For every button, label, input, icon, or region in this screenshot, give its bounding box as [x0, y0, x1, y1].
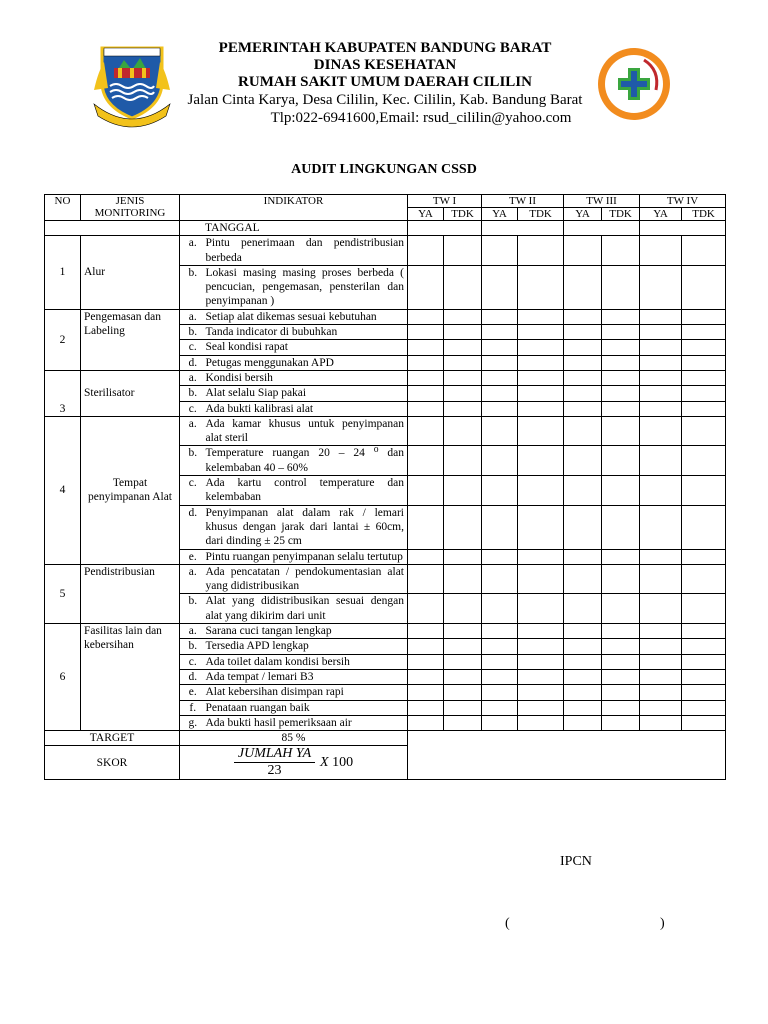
tdk-checkbox-cell[interactable]	[518, 685, 564, 700]
tdk-checkbox-cell[interactable]	[518, 654, 564, 669]
header-ya: YA	[564, 208, 602, 221]
indicator-text: Penyimpanan alat dalam rak / lemari khusus dengan jarak dari lantai ± 60cm, dari dinding ± 25 cm	[203, 505, 408, 549]
indicator-letter: a.	[180, 236, 203, 266]
indicator-text: Ada tempat / lemari B3	[203, 669, 408, 684]
ya-checkbox-cell[interactable]	[640, 370, 682, 385]
indicator-text: Seal kondisi rapat	[203, 340, 408, 355]
tdk-checkbox-cell[interactable]	[444, 654, 482, 669]
indicator-letter: c.	[180, 401, 203, 416]
tdk-checkbox-cell[interactable]	[602, 340, 640, 355]
tdk-checkbox-cell[interactable]	[518, 355, 564, 370]
tdk-checkbox-cell[interactable]	[444, 505, 482, 549]
table-row	[45, 370, 726, 385]
header-ya: YA	[408, 208, 444, 221]
ya-checkbox-cell[interactable]	[640, 325, 682, 340]
ya-checkbox-cell[interactable]	[408, 564, 444, 594]
tdk-checkbox-cell[interactable]	[682, 309, 726, 324]
indicator-letter: c.	[180, 476, 203, 506]
tdk-checkbox-cell[interactable]	[518, 325, 564, 340]
ya-checkbox-cell[interactable]	[408, 685, 444, 700]
tdk-checkbox-cell[interactable]	[602, 401, 640, 416]
skor-denominator: 23	[267, 763, 282, 779]
tdk-checkbox-cell[interactable]	[444, 446, 482, 476]
group-name: Pendistribusian	[81, 564, 180, 623]
ya-checkbox-cell[interactable]	[564, 370, 602, 385]
ya-checkbox-cell[interactable]	[564, 654, 602, 669]
tdk-checkbox-cell[interactable]	[682, 340, 726, 355]
ya-checkbox-cell[interactable]	[482, 624, 518, 639]
ya-checkbox-cell[interactable]	[640, 236, 682, 266]
group-number: 4	[45, 416, 81, 564]
ya-checkbox-cell[interactable]	[640, 386, 682, 401]
indicator-letter: a.	[180, 416, 203, 446]
indicator-letter: a.	[180, 564, 203, 594]
ya-checkbox-cell[interactable]	[408, 669, 444, 684]
ya-checkbox-cell[interactable]	[640, 401, 682, 416]
indicator-text: Kondisi bersih	[203, 370, 408, 385]
group-number: 5	[45, 564, 81, 623]
ya-checkbox-cell[interactable]	[408, 639, 444, 654]
ya-checkbox-cell[interactable]	[640, 639, 682, 654]
tdk-checkbox-cell[interactable]	[602, 446, 640, 476]
group-number: 3	[45, 370, 81, 416]
group-number: 6	[45, 624, 81, 731]
tdk-checkbox-cell[interactable]	[682, 669, 726, 684]
indicator-text: Alat selalu Siap pakai	[203, 386, 408, 401]
ya-checkbox-cell[interactable]	[640, 340, 682, 355]
tdk-checkbox-cell[interactable]	[518, 669, 564, 684]
kabupaten-bandung-barat-logo-icon	[92, 42, 172, 128]
indicator-text: Pintu ruangan penyimpanan selalu tertutup	[203, 549, 408, 564]
indicator-letter: c.	[180, 654, 203, 669]
indicator-text: Sarana cuci tangan lengkap	[203, 624, 408, 639]
indicator-text: Ada bukti hasil pemeriksaan air	[203, 715, 408, 730]
tdk-checkbox-cell[interactable]	[602, 654, 640, 669]
ya-checkbox-cell[interactable]	[482, 700, 518, 715]
score-cells	[408, 731, 726, 780]
skor-fraction	[234, 746, 315, 779]
signature-role: IPCN	[560, 854, 592, 869]
ya-checkbox-cell[interactable]	[482, 325, 518, 340]
ya-checkbox-cell[interactable]	[408, 624, 444, 639]
ya-checkbox-cell[interactable]	[564, 624, 602, 639]
header-tdk: TDK	[682, 208, 726, 221]
tdk-checkbox-cell[interactable]	[444, 476, 482, 506]
tdk-checkbox-cell[interactable]	[682, 594, 726, 624]
group-name: Alur	[81, 236, 180, 309]
header-government: PEMERINTAH KABUPATEN BANDUNG BARAT	[218, 40, 552, 56]
tdk-checkbox-cell[interactable]	[518, 416, 564, 446]
ya-checkbox-cell[interactable]	[564, 416, 602, 446]
tdk-checkbox-cell[interactable]	[602, 549, 640, 564]
tdk-checkbox-cell[interactable]	[518, 401, 564, 416]
skor-multiplier	[320, 756, 353, 770]
ya-checkbox-cell[interactable]	[640, 700, 682, 715]
tdk-checkbox-cell[interactable]	[682, 564, 726, 594]
ya-checkbox-cell[interactable]	[482, 386, 518, 401]
audit-table	[44, 194, 726, 780]
tdk-checkbox-cell[interactable]	[602, 355, 640, 370]
ya-checkbox-cell[interactable]	[564, 386, 602, 401]
tdk-checkbox-cell[interactable]	[682, 476, 726, 506]
ya-checkbox-cell[interactable]	[564, 236, 602, 266]
ya-checkbox-cell[interactable]	[640, 505, 682, 549]
ya-checkbox-cell[interactable]	[408, 549, 444, 564]
header-tw4: TW IV	[640, 195, 726, 208]
ya-checkbox-cell[interactable]	[408, 594, 444, 624]
tdk-checkbox-cell[interactable]	[602, 624, 640, 639]
ya-checkbox-cell[interactable]	[564, 715, 602, 730]
group-name: Pengemasan dan Labeling	[81, 309, 180, 370]
header-ya: YA	[640, 208, 682, 221]
ya-checkbox-cell[interactable]	[482, 476, 518, 506]
ya-checkbox-cell[interactable]	[408, 265, 444, 309]
indicator-text: Tersedia APD lengkap	[203, 639, 408, 654]
ya-checkbox-cell[interactable]	[408, 505, 444, 549]
ya-checkbox-cell[interactable]	[482, 654, 518, 669]
ya-checkbox-cell[interactable]	[482, 549, 518, 564]
ya-checkbox-cell[interactable]	[640, 309, 682, 324]
header-contact: Tlp:022-6941600,Email: rsud_cililin@yahoo.com	[270, 110, 572, 126]
ya-checkbox-cell[interactable]	[640, 654, 682, 669]
indicator-letter: e.	[180, 685, 203, 700]
header-tw1: TW I	[408, 195, 482, 208]
indicator-letter: b.	[180, 386, 203, 401]
tdk-checkbox-cell[interactable]	[518, 594, 564, 624]
tdk-checkbox-cell[interactable]	[602, 370, 640, 385]
header-ya: YA	[482, 208, 518, 221]
tdk-checkbox-cell[interactable]	[682, 505, 726, 549]
document-title: AUDIT LINGKUNGAN CSSD	[291, 162, 477, 177]
ya-checkbox-cell[interactable]	[482, 594, 518, 624]
tdk-checkbox-cell[interactable]	[444, 370, 482, 385]
ya-checkbox-cell[interactable]	[408, 654, 444, 669]
tdk-checkbox-cell[interactable]	[602, 476, 640, 506]
tdk-checkbox-cell[interactable]	[444, 594, 482, 624]
tdk-checkbox-cell[interactable]	[444, 669, 482, 684]
tdk-checkbox-cell[interactable]	[682, 639, 726, 654]
tdk-checkbox-cell[interactable]	[518, 549, 564, 564]
ya-checkbox-cell[interactable]	[482, 715, 518, 730]
ya-checkbox-cell[interactable]	[564, 476, 602, 506]
ya-checkbox-cell[interactable]	[482, 505, 518, 549]
tdk-checkbox-cell[interactable]	[602, 265, 640, 309]
tanggal-tw4	[640, 221, 726, 236]
ya-checkbox-cell[interactable]	[482, 416, 518, 446]
group-name: Tempat penyimpanan Alat	[81, 416, 180, 564]
target-label: TARGET	[45, 731, 180, 746]
tdk-checkbox-cell[interactable]	[682, 446, 726, 476]
ya-checkbox-cell[interactable]	[640, 685, 682, 700]
ya-checkbox-cell[interactable]	[408, 715, 444, 730]
ya-checkbox-cell[interactable]	[408, 309, 444, 324]
indicator-letter: g.	[180, 715, 203, 730]
header-tdk: TDK	[518, 208, 564, 221]
tdk-checkbox-cell[interactable]	[444, 564, 482, 594]
ya-checkbox-cell[interactable]	[640, 715, 682, 730]
header-address: Jalan Cinta Karya, Desa Cililin, Kec. Cililin, Kab. Bandung Barat	[187, 92, 583, 108]
tanggal-tw2	[482, 221, 564, 236]
signature-open-paren: (	[505, 916, 510, 931]
signature-close-paren: )	[660, 916, 665, 931]
ya-checkbox-cell[interactable]	[564, 700, 602, 715]
skor-factor: 100	[332, 754, 354, 770]
tdk-checkbox-cell[interactable]	[444, 386, 482, 401]
indicator-text: Tanda indicator di bubuhkan	[203, 325, 408, 340]
ya-checkbox-cell[interactable]	[640, 549, 682, 564]
indicator-letter: d.	[180, 669, 203, 684]
tdk-checkbox-cell[interactable]	[602, 416, 640, 446]
ya-checkbox-cell[interactable]	[482, 564, 518, 594]
indicator-letter: d.	[180, 355, 203, 370]
tanggal-label: TANGGAL	[180, 221, 408, 236]
indicator-letter: b.	[180, 325, 203, 340]
ya-checkbox-cell[interactable]	[408, 446, 444, 476]
tdk-checkbox-cell[interactable]	[444, 624, 482, 639]
ya-checkbox-cell[interactable]	[408, 236, 444, 266]
ya-checkbox-cell[interactable]	[564, 505, 602, 549]
header-tw2: TW II	[482, 195, 564, 208]
skor-formula	[180, 746, 408, 780]
tdk-checkbox-cell[interactable]	[518, 564, 564, 594]
header-agency: DINAS KESEHATAN	[313, 57, 457, 73]
ya-checkbox-cell[interactable]	[564, 594, 602, 624]
header-hospital: RUMAH SAKIT UMUM DAERAH CILILIN	[238, 74, 532, 90]
indicator-text: Ada bukti kalibrasi alat	[203, 401, 408, 416]
indicator-text: Ada pencatatan / pendokumentasian alat yang didistribusikan	[203, 564, 408, 594]
target-value: 85 %	[180, 731, 408, 746]
tdk-checkbox-cell[interactable]	[602, 386, 640, 401]
ya-checkbox-cell[interactable]	[640, 355, 682, 370]
tdk-checkbox-cell[interactable]	[444, 265, 482, 309]
ya-checkbox-cell[interactable]	[482, 446, 518, 476]
tdk-checkbox-cell[interactable]	[602, 564, 640, 594]
tdk-checkbox-cell[interactable]	[602, 236, 640, 266]
tdk-checkbox-cell[interactable]	[518, 639, 564, 654]
ya-checkbox-cell[interactable]	[482, 685, 518, 700]
ya-checkbox-cell[interactable]	[408, 370, 444, 385]
tdk-checkbox-cell[interactable]	[444, 355, 482, 370]
indicator-text: Ada kartu control temperature dan kelembaban	[203, 476, 408, 506]
ya-checkbox-cell[interactable]	[482, 639, 518, 654]
tdk-checkbox-cell[interactable]	[444, 639, 482, 654]
ya-checkbox-cell[interactable]	[564, 401, 602, 416]
indicator-rows	[45, 236, 726, 731]
ya-checkbox-cell[interactable]	[408, 401, 444, 416]
tdk-checkbox-cell[interactable]	[682, 549, 726, 564]
indicator-text: Ada toilet dalam kondisi bersih	[203, 654, 408, 669]
indicator-text: Setiap alat dikemas sesuai kebutuhan	[203, 309, 408, 324]
tdk-checkbox-cell[interactable]	[444, 715, 482, 730]
tdk-checkbox-cell[interactable]	[682, 416, 726, 446]
ya-checkbox-cell[interactable]	[640, 669, 682, 684]
ya-checkbox-cell[interactable]	[640, 594, 682, 624]
tdk-checkbox-cell[interactable]	[602, 700, 640, 715]
ya-checkbox-cell[interactable]	[482, 669, 518, 684]
ya-checkbox-cell[interactable]	[408, 386, 444, 401]
letterhead	[0, 40, 768, 132]
ya-checkbox-cell[interactable]	[482, 236, 518, 266]
tdk-checkbox-cell[interactable]	[518, 715, 564, 730]
tdk-checkbox-cell[interactable]	[602, 594, 640, 624]
tdk-checkbox-cell[interactable]	[602, 685, 640, 700]
header-indikator: INDIKATOR	[180, 195, 408, 221]
ya-checkbox-cell[interactable]	[408, 476, 444, 506]
tdk-checkbox-cell[interactable]	[444, 549, 482, 564]
ya-checkbox-cell[interactable]	[564, 340, 602, 355]
tdk-checkbox-cell[interactable]	[518, 505, 564, 549]
indicator-text: Alat yang didistribusikan sesuai dengan alat yang dikirim dari unit	[203, 594, 408, 624]
header-tw3: TW III	[564, 195, 640, 208]
ya-checkbox-cell[interactable]	[408, 325, 444, 340]
rsud-cililin-logo-icon	[594, 46, 674, 122]
tdk-checkbox-cell[interactable]	[444, 340, 482, 355]
indicator-letter: d.	[180, 505, 203, 549]
ya-checkbox-cell[interactable]	[564, 564, 602, 594]
tdk-checkbox-cell[interactable]	[682, 386, 726, 401]
ya-checkbox-cell[interactable]	[408, 700, 444, 715]
ya-checkbox-cell[interactable]	[640, 476, 682, 506]
ya-checkbox-cell[interactable]	[640, 624, 682, 639]
ya-checkbox-cell[interactable]	[640, 446, 682, 476]
tdk-checkbox-cell[interactable]	[518, 446, 564, 476]
indicator-letter: a.	[180, 370, 203, 385]
group-name: Fasilitas lain dan kebersihan	[81, 624, 180, 731]
ya-checkbox-cell[interactable]	[482, 309, 518, 324]
tdk-checkbox-cell[interactable]	[444, 401, 482, 416]
skor-label: SKOR	[45, 746, 180, 780]
ya-checkbox-cell[interactable]	[482, 265, 518, 309]
table-row	[45, 624, 726, 639]
tdk-checkbox-cell[interactable]	[682, 265, 726, 309]
ya-checkbox-cell[interactable]	[564, 355, 602, 370]
group-number: 1	[45, 236, 81, 309]
group-number: 2	[45, 309, 81, 370]
tanggal-tw1	[408, 221, 482, 236]
tdk-checkbox-cell[interactable]	[682, 236, 726, 266]
tdk-checkbox-cell[interactable]	[444, 700, 482, 715]
tdk-checkbox-cell[interactable]	[682, 624, 726, 639]
ya-checkbox-cell[interactable]	[408, 340, 444, 355]
tdk-checkbox-cell[interactable]	[444, 236, 482, 266]
ya-checkbox-cell[interactable]	[564, 685, 602, 700]
tdk-checkbox-cell[interactable]	[602, 639, 640, 654]
tdk-checkbox-cell[interactable]	[518, 700, 564, 715]
tdk-checkbox-cell[interactable]	[518, 309, 564, 324]
indicator-letter: e.	[180, 549, 203, 564]
skor-numerator: JUMLAH YA	[234, 746, 315, 763]
indicator-text: Lokasi masing masing proses berbeda ( pencucian, pengemasan, pensterilan dan penyimpanan )	[203, 265, 408, 309]
tanggal-tw3	[564, 221, 640, 236]
table-row	[45, 564, 726, 594]
tdk-checkbox-cell[interactable]	[518, 370, 564, 385]
indicator-text: Penataan ruangan baik	[203, 700, 408, 715]
tdk-checkbox-cell[interactable]	[518, 476, 564, 506]
tdk-checkbox-cell[interactable]	[518, 340, 564, 355]
tdk-checkbox-cell[interactable]	[682, 370, 726, 385]
indicator-letter: b.	[180, 446, 203, 476]
header-no: NO	[45, 195, 81, 221]
tdk-checkbox-cell[interactable]	[444, 685, 482, 700]
indicator-letter: c.	[180, 340, 203, 355]
tdk-checkbox-cell[interactable]	[518, 386, 564, 401]
indicator-text: Temperature ruangan 20 – 24 ⁰ dan kelembaban 40 – 60%	[203, 446, 408, 476]
tdk-checkbox-cell[interactable]	[602, 325, 640, 340]
group-name: Sterilisator	[81, 370, 180, 416]
table-row	[45, 416, 726, 446]
indicator-text: Alat kebersihan disimpan rapi	[203, 685, 408, 700]
tdk-checkbox-cell[interactable]	[682, 685, 726, 700]
tdk-checkbox-cell[interactable]	[682, 700, 726, 715]
tdk-checkbox-cell[interactable]	[682, 401, 726, 416]
indicator-letter: b.	[180, 265, 203, 309]
indicator-text: Petugas menggunakan APD	[203, 355, 408, 370]
tdk-checkbox-cell[interactable]	[444, 309, 482, 324]
ya-checkbox-cell[interactable]	[564, 639, 602, 654]
tdk-checkbox-cell[interactable]	[518, 624, 564, 639]
ya-checkbox-cell[interactable]	[408, 355, 444, 370]
ya-checkbox-cell[interactable]	[640, 564, 682, 594]
table-row	[45, 236, 726, 266]
ya-checkbox-cell[interactable]	[640, 265, 682, 309]
ya-checkbox-cell[interactable]	[564, 325, 602, 340]
header-tdk: TDK	[444, 208, 482, 221]
header-tdk: TDK	[602, 208, 640, 221]
tdk-checkbox-cell[interactable]	[518, 236, 564, 266]
tdk-checkbox-cell[interactable]	[682, 355, 726, 370]
indicator-letter: a.	[180, 309, 203, 324]
tdk-checkbox-cell[interactable]	[682, 654, 726, 669]
ya-checkbox-cell[interactable]	[564, 309, 602, 324]
ya-checkbox-cell[interactable]	[482, 401, 518, 416]
tdk-checkbox-cell[interactable]	[518, 265, 564, 309]
tdk-checkbox-cell[interactable]	[602, 309, 640, 324]
indicator-text: Pintu penerimaan dan pendistribusian berbeda	[203, 236, 408, 266]
tdk-checkbox-cell[interactable]	[444, 325, 482, 340]
table-row	[45, 309, 726, 324]
indicator-letter: b.	[180, 639, 203, 654]
ya-checkbox-cell[interactable]	[640, 416, 682, 446]
indicator-letter: f.	[180, 700, 203, 715]
ya-checkbox-cell[interactable]	[482, 370, 518, 385]
ya-checkbox-cell[interactable]	[564, 265, 602, 309]
tdk-checkbox-cell[interactable]	[602, 669, 640, 684]
skor-x: X	[320, 754, 329, 770]
tanggal-spacer	[45, 221, 180, 236]
ya-checkbox-cell[interactable]	[482, 355, 518, 370]
tdk-checkbox-cell[interactable]	[602, 715, 640, 730]
ya-checkbox-cell[interactable]	[564, 549, 602, 564]
indicator-text: Ada kamar khusus untuk penyimpanan alat steril	[203, 416, 408, 446]
ya-checkbox-cell[interactable]	[408, 416, 444, 446]
indicator-letter: a.	[180, 624, 203, 639]
header-jenis-monitoring: JENIS MONITORING	[81, 195, 180, 221]
ya-checkbox-cell[interactable]	[482, 340, 518, 355]
ya-checkbox-cell[interactable]	[564, 669, 602, 684]
tdk-checkbox-cell[interactable]	[682, 325, 726, 340]
indicator-letter: b.	[180, 594, 203, 624]
tdk-checkbox-cell[interactable]	[682, 715, 726, 730]
tdk-checkbox-cell[interactable]	[444, 416, 482, 446]
ya-checkbox-cell[interactable]	[564, 446, 602, 476]
tdk-checkbox-cell[interactable]	[602, 505, 640, 549]
